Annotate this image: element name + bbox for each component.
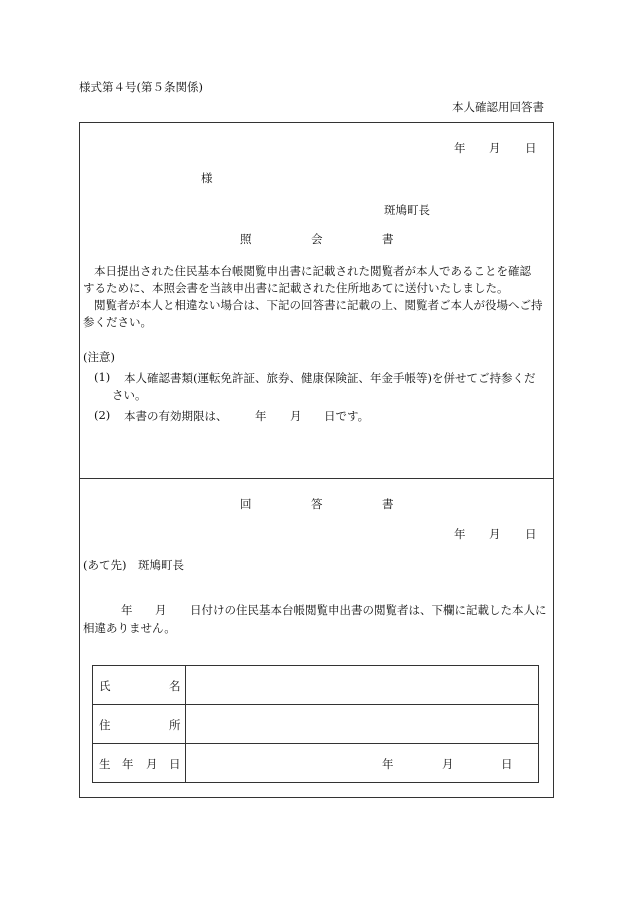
- form-number: 様式第４号(第５条関係): [79, 80, 203, 94]
- dob-label-char-3: 月: [146, 757, 158, 771]
- reply-date-day: 日: [525, 527, 537, 541]
- address-label-char-1: 住: [99, 718, 111, 732]
- address-label-char-2: 所: [169, 718, 181, 732]
- inquiry-body-line-2: するために、本照会書を当該申出書に記載された住所地あてに送付いたしました。: [83, 281, 509, 295]
- section-divider: [79, 478, 554, 479]
- reply-title-char-3: 書: [382, 497, 394, 511]
- inquiry-body-line-3: 閲覧者が本人と相違ない場合は、下記の回答書に記載の上、閲覧者ご本人が役場へご持: [94, 298, 543, 312]
- note-2-day: 日です。: [324, 409, 370, 423]
- reply-body-line-1: 日付けの住民基本台帳閲覧申出書の閲覧者は、下欄に記載した本人に: [190, 603, 547, 617]
- inquiry-body-line-1: 本日提出された住民基本台帳閲覧申出書に記載された閲覧者が本人であることを確認: [94, 264, 531, 278]
- addressee-suffix: 様: [201, 171, 213, 185]
- document-title: 本人確認用回答書: [452, 100, 544, 114]
- reply-body-month: 月: [155, 603, 167, 617]
- note-2-text: 本書の有効期限は、: [124, 409, 228, 423]
- name-field[interactable]: [186, 666, 539, 705]
- notes-heading: (注意): [83, 350, 115, 364]
- name-label-cell: [93, 666, 186, 705]
- dob-day: 日: [501, 757, 513, 771]
- dob-label-char-2: 年: [122, 757, 134, 771]
- address-field[interactable]: [186, 705, 539, 744]
- dob-field[interactable]: [186, 744, 539, 783]
- inquiry-title-char-2: 会: [311, 232, 323, 246]
- inquiry-sender: 斑鳩町長: [384, 203, 430, 217]
- reply-body-year: 年: [121, 603, 133, 617]
- reply-body-line-2: 相違ありません。: [83, 621, 176, 635]
- inquiry-date-day: 日: [525, 141, 537, 155]
- note-2-month: 月: [290, 409, 302, 423]
- reply-title-char-2: 答: [311, 497, 323, 511]
- personal-info-table: [92, 665, 539, 783]
- note-2-number: (2): [94, 408, 111, 422]
- note-1-line-2: さい。: [112, 388, 147, 402]
- inquiry-date-month: 月: [489, 141, 501, 155]
- address-label-cell: [93, 705, 186, 744]
- table-row: [93, 744, 539, 783]
- inquiry-title-char-1: 照: [240, 232, 252, 246]
- note-1-number: (1): [94, 370, 111, 384]
- dob-month: 月: [442, 757, 454, 771]
- note-1-line-1: 本人確認書類(運転免許証、旅券、健康保険証、年金手帳等)を併せてご持参くだ: [124, 371, 536, 385]
- reply-date-month: 月: [489, 527, 501, 541]
- table-row: [93, 666, 539, 705]
- table-row: [93, 705, 539, 744]
- name-label-char-1: 氏: [99, 679, 111, 693]
- note-2-year: 年: [255, 409, 267, 423]
- dob-label-cell: [93, 744, 186, 783]
- inquiry-body-line-4: 参ください。: [83, 315, 152, 329]
- dob-label-char-4: 日: [169, 757, 181, 771]
- dob-label-char-1: 生: [99, 757, 111, 771]
- reply-addressee: (あて先) 斑鳩町長: [83, 558, 184, 572]
- name-label-char-2: 名: [169, 679, 181, 693]
- inquiry-date-year: 年: [454, 141, 466, 155]
- dob-year: 年: [382, 757, 394, 771]
- inquiry-title-char-3: 書: [382, 232, 394, 246]
- reply-title-char-1: 回: [240, 497, 252, 511]
- reply-date-year: 年: [454, 527, 466, 541]
